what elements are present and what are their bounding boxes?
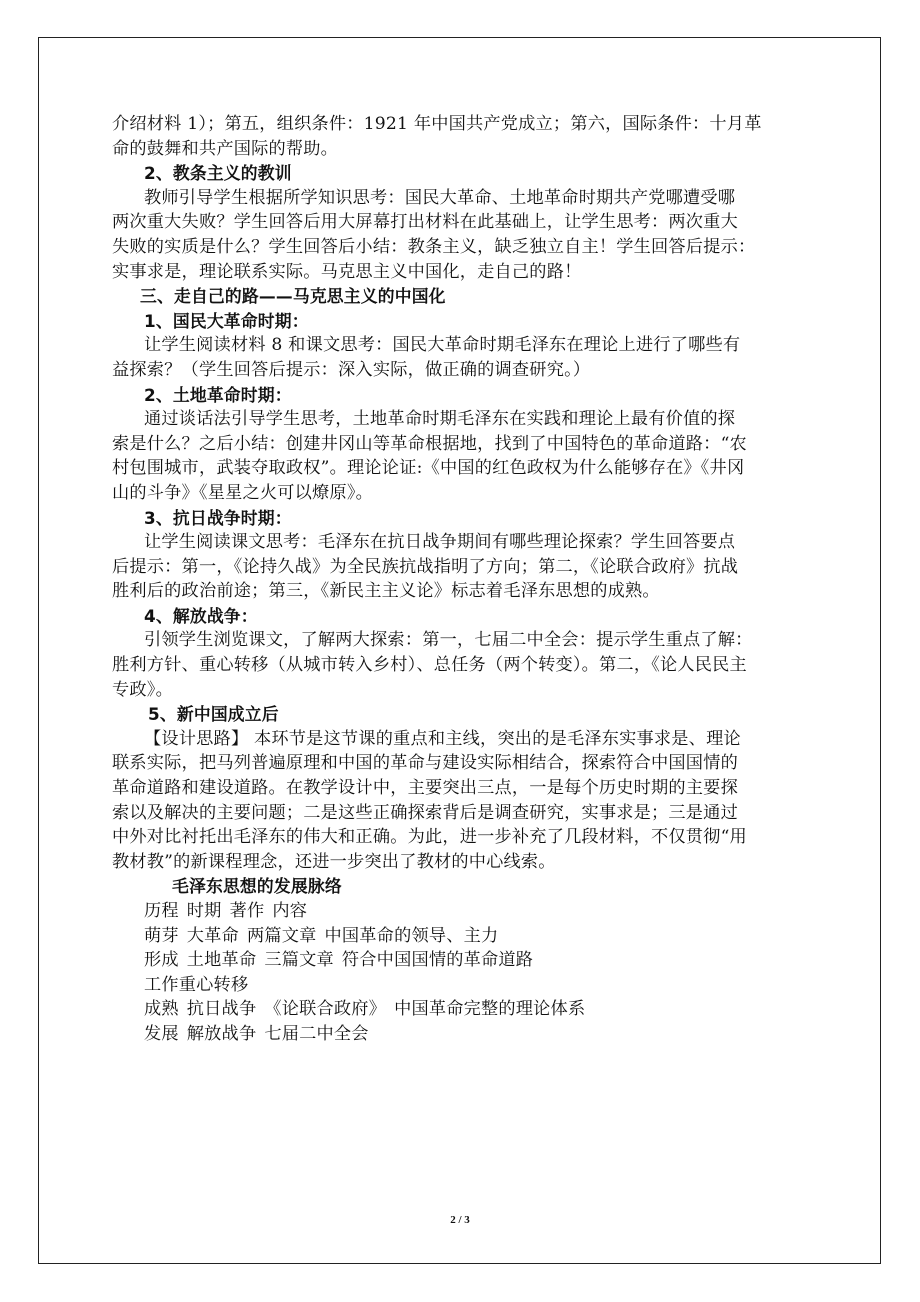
paragraph-line: 教师引导学生根据所学知识思考：国民大革命、土地革命时期共产党哪遭受哪 <box>144 187 736 208</box>
section-heading: 2、土地革命时期： <box>144 384 292 405</box>
table-cell: 解放战争 <box>186 1023 257 1044</box>
table-cell: 《论联合政府》 <box>264 999 387 1020</box>
table-cell: 时期 <box>186 901 222 921</box>
paragraph-line: 中外对比衬托出毛泽东的伟大和正确。为此，进一步补充了几段材料，不仅贯彻“用 <box>112 827 747 848</box>
table-row <box>112 948 788 973</box>
paragraph-line: 后提示：第一，《论持久战》为全民族抗战指明了方向；第二，《论联合政府》抗战 <box>112 556 739 577</box>
paragraph-line: 专政》。 <box>112 679 173 700</box>
table-row <box>112 973 788 998</box>
section-heading: 1、国民大革命时期： <box>144 310 309 331</box>
paragraph-line: 胜利后的政治前途；第三，《新民主主义论》标志着毛泽东思想的成熟。 <box>112 581 660 602</box>
paragraph-line: 索是什么？之后小结：创建井冈山等革命根据地，找到了中国特色的革命道路：“农 <box>112 433 747 454</box>
table-row <box>112 924 788 949</box>
paragraph-line: 革命道路和建设道路。在教学设计中，主要突出三点，一是每个历史时期的主要探 <box>112 778 738 799</box>
table-cell: 土地革命 <box>186 950 257 971</box>
table-cell: 符合中国国情的革命道路 <box>341 950 534 971</box>
paragraph-line: 胜利方针、重心转移（从城市转入乡村）、总任务（两个转变）。第二，《论人民民主 <box>112 655 747 676</box>
table-cell: 两篇文章 <box>246 925 317 946</box>
section-heading: 5、新中国成立后 <box>148 704 279 725</box>
section-heading: 毛泽东思想的发展脉络 <box>172 876 342 897</box>
table-cell: 抗日战争 <box>186 999 257 1020</box>
section-heading: 2、教条主义的教训 <box>144 163 292 184</box>
table-cell: 三篇文章 <box>264 950 334 971</box>
paragraph-line: 山的斗争》《星星之火可以燎原》。 <box>112 482 374 503</box>
table-cell: 内容 <box>272 901 308 921</box>
paragraph-line: 索以及解决的主要问题；二是这些正确探索背后是调查研究，实事求是；三是通过 <box>112 802 738 823</box>
table-cell: 工作重心转移 <box>144 974 249 995</box>
table-cell: 萌芽 <box>144 925 179 946</box>
table-cell: 著作 <box>229 901 265 921</box>
table-cell: 历程 <box>144 901 179 921</box>
section-heading: 4、解放战争： <box>144 605 258 626</box>
paragraph-line: 介绍材料 1）；第五，组织条件：1921 年中国共产党成立；第六，国际条件：十月革 <box>112 114 762 134</box>
document-body <box>112 112 788 1047</box>
paragraph-line: 联系实际，把马列普遍原理和中国的革命与建设实际相结合，探索符合中国国情的 <box>112 753 738 774</box>
paragraph-line: 命的鼓舞和共产国际的帮助。 <box>112 138 339 159</box>
table-cell: 形成 <box>144 950 179 971</box>
table-row <box>112 997 788 1022</box>
section-heading: 三、走自己的路——马克思主义的中国化 <box>140 286 446 307</box>
paragraph-line: 引领学生浏览课文，了解两大探索：第一，七届二中全会：提示学生重点了解： <box>144 630 753 651</box>
paragraph-line: 益探索？（学生回答后提示：深入实际，做正确的调查研究。） <box>112 359 591 380</box>
paragraph-line: 实事求是，理论联系实际。马克思主义中国化，走自己的路！ <box>112 261 582 282</box>
page-number: 2 / 3 <box>450 1214 470 1226</box>
table-cell: 大革命 <box>186 925 239 946</box>
paragraph-line: 两次重大失败？学生回答后用大屏幕打出材料在此基础上，让学生思考：两次重大 <box>112 212 738 233</box>
paragraph-line: 失败的实质是什么？学生回答后小结：教条主义，缺乏独立自主！学生回答后提示： <box>112 236 756 257</box>
table-header-row <box>112 899 788 924</box>
paragraph-line: 通过谈话法引导学生思考，土地革命时期毛泽东在实践和理论上最有价值的探 <box>144 409 736 430</box>
table-cell: 发展 <box>144 1023 179 1044</box>
table-cell: 七届二中全会 <box>264 1023 369 1044</box>
table-row <box>112 1022 788 1047</box>
paragraph-line: 让学生阅读课文思考：毛泽东在抗日战争期间有哪些理论探索？学生回答要点 <box>144 532 736 553</box>
table-cell: 成熟 <box>144 999 179 1020</box>
section-heading: 3、抗日战争时期： <box>144 507 292 528</box>
paragraph-line: 村包围城市，武装夺取政权”。理论论证:《中国的红色政权为什么能够存在》《井冈 <box>112 458 745 479</box>
table-cell: 中国革命完整的理论体系 <box>394 999 586 1020</box>
paragraph-line: 【设计思路】 本环节是这节课的重点和主线，突出的是毛泽东实事求是、理论 <box>144 728 741 749</box>
table-cell: 中国革命的领导、主力 <box>324 925 499 946</box>
paragraph-line: 教材教”的新课程理念，还进一步突出了教材的中心线索。 <box>112 851 556 872</box>
paragraph-line: 让学生阅读材料 8 和课文思考：国民大革命时期毛泽东在理论上进行了哪些有 <box>144 335 741 356</box>
